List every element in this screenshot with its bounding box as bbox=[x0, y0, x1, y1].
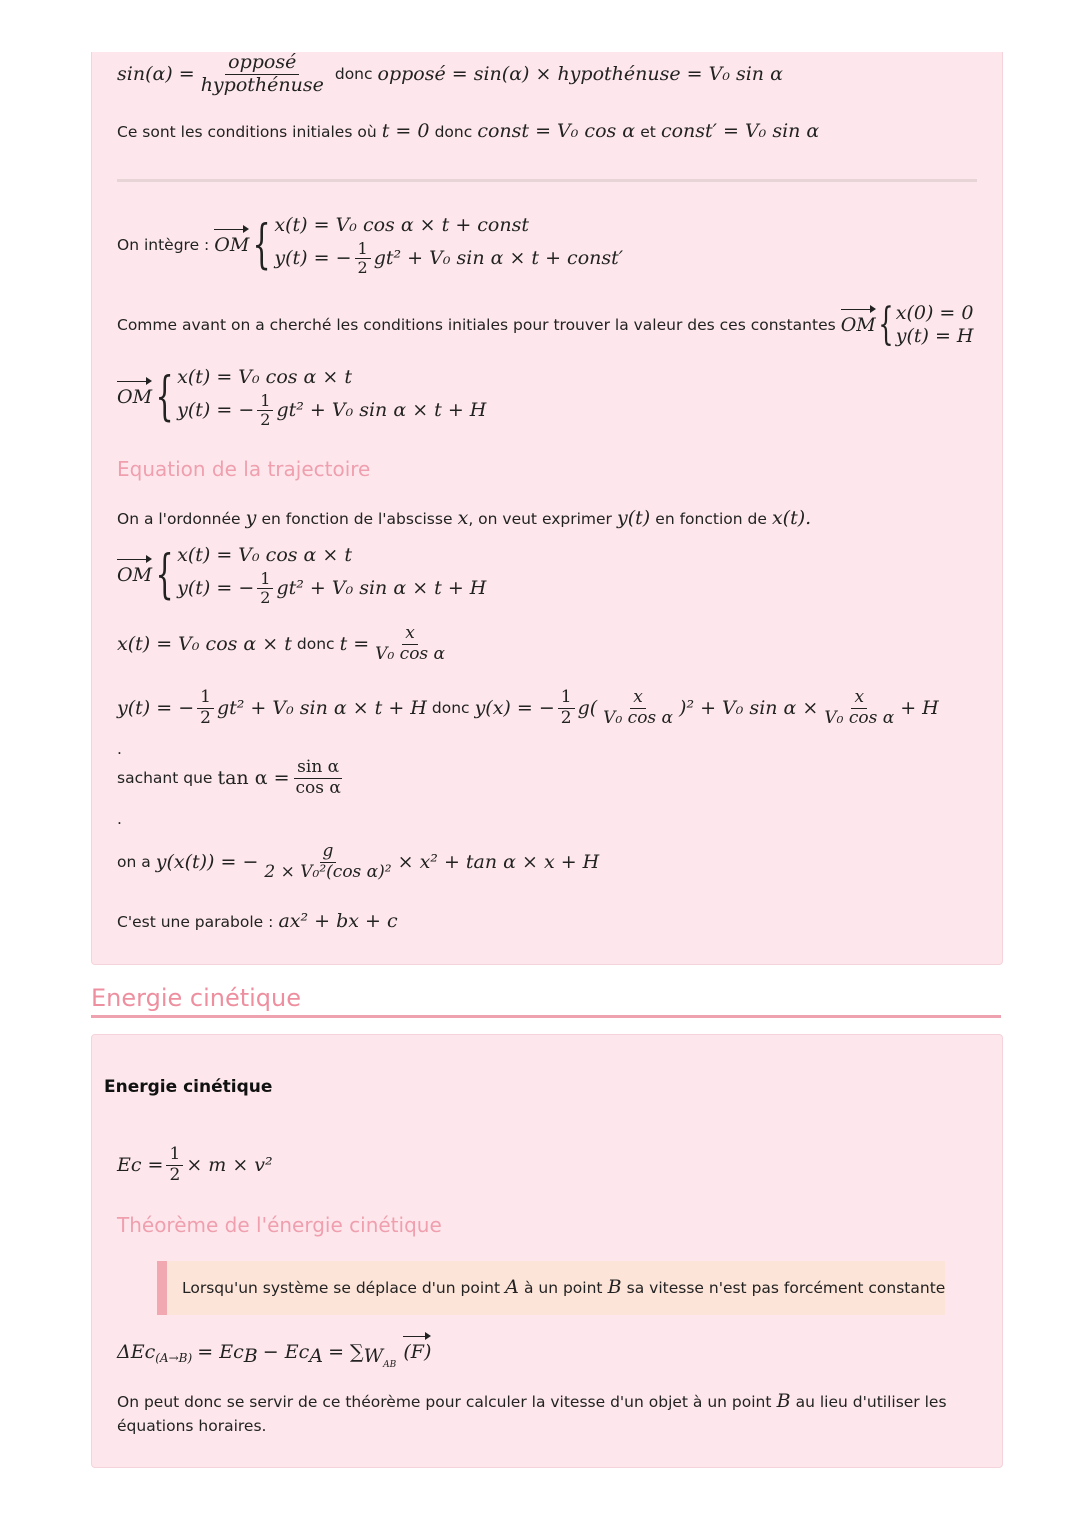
integ-label: On intègre : bbox=[117, 235, 210, 254]
traj-yt: y(t) bbox=[617, 507, 651, 529]
xt-line bbox=[117, 624, 451, 664]
tan-label: tan α = bbox=[217, 767, 290, 790]
xt-t: t = bbox=[339, 633, 370, 656]
delta-W: W bbox=[363, 1345, 384, 1368]
conditions-line bbox=[117, 120, 819, 142]
om-vector: OM bbox=[840, 313, 876, 336]
traj-xt: x(t). bbox=[771, 507, 812, 529]
om2-x: x(t) = V₀ cos α × t bbox=[177, 544, 353, 566]
integ-y bbox=[274, 240, 623, 278]
ona-text: on a bbox=[117, 853, 151, 872]
sin-den: hypothénuse bbox=[200, 73, 324, 96]
xt-donc: donc bbox=[296, 635, 335, 654]
om-vector: OM bbox=[214, 233, 250, 256]
om1-y-post: gt² + V₀ sin α × t + H bbox=[276, 398, 487, 421]
ona-end: × x² + tan α × x + H bbox=[397, 851, 600, 874]
parabole-math: ax² + bx + c bbox=[278, 910, 398, 932]
om-system-2 bbox=[117, 542, 486, 607]
sin-formula bbox=[117, 52, 783, 97]
callout-B: B bbox=[607, 1276, 622, 1298]
callout-text bbox=[182, 1276, 945, 1298]
callout-a: Lorsqu'un système se déplace d'un point bbox=[182, 1279, 501, 1297]
divider bbox=[117, 179, 977, 182]
ona-y: y(x(t)) = − bbox=[155, 851, 259, 874]
delta-B: B bbox=[243, 1345, 258, 1368]
delta-A: A bbox=[309, 1345, 323, 1368]
yx-g: g( bbox=[577, 697, 598, 720]
om-vector: OM bbox=[117, 385, 153, 408]
traj-text-d: en fonction de bbox=[655, 510, 767, 528]
yt-donc: donc bbox=[431, 699, 470, 718]
delta-sub: (A→B) bbox=[155, 1351, 193, 1366]
delta-minus: − Ec bbox=[262, 1341, 310, 1363]
sin-rest: opposé = sin(α) × hypothénuse = V₀ sin α bbox=[377, 63, 783, 86]
om-system-1 bbox=[117, 364, 486, 429]
tan-num: sin α bbox=[294, 758, 342, 779]
left-brace: { bbox=[155, 366, 174, 427]
cond-et: et bbox=[640, 123, 656, 141]
om1-y bbox=[177, 392, 486, 430]
integ-y-post: gt² + V₀ sin α × t + const′ bbox=[373, 246, 624, 269]
yx-num: x bbox=[630, 688, 646, 709]
ec-formula bbox=[117, 1145, 273, 1185]
yx-pre: y(x) = − bbox=[474, 697, 555, 720]
yx-mid: )² + V₀ sin α × bbox=[679, 697, 819, 720]
sachant-text: sachant que bbox=[117, 769, 213, 788]
yx-num2: x bbox=[851, 688, 867, 709]
cond-math3: const′ = V₀ sin α bbox=[660, 120, 820, 142]
section-title: Energie cinétique bbox=[91, 984, 302, 1012]
integ-brace-group bbox=[249, 212, 623, 277]
delta-w-group bbox=[363, 1345, 397, 1370]
parabole-line bbox=[117, 910, 398, 932]
traj-text-c: , on veut exprimer bbox=[468, 510, 612, 528]
om1-y-pre: y(t) = − bbox=[177, 398, 255, 421]
comme-x: x(0) = 0 bbox=[895, 302, 974, 324]
om-vector: OM bbox=[117, 563, 153, 586]
om2-y bbox=[177, 570, 486, 608]
trajectory-heading: Equation de la trajectoire bbox=[117, 457, 371, 481]
om2-y-post: gt² + V₀ sin α × t + H bbox=[276, 576, 487, 599]
callout bbox=[157, 1261, 945, 1315]
cond-donc: donc bbox=[434, 123, 473, 141]
final-B: B bbox=[776, 1390, 791, 1412]
cond-text: Ce sont les conditions initiales où bbox=[117, 123, 377, 141]
left-brace: { bbox=[878, 298, 894, 350]
delta-pre: ΔEc bbox=[117, 1341, 156, 1363]
delta-Wsub: AB bbox=[383, 1359, 397, 1370]
yx-end: + H bbox=[900, 697, 939, 720]
frac-two: 2 bbox=[260, 587, 271, 607]
yt-mid: gt² + V₀ sin α × t + H bbox=[216, 697, 427, 720]
parabole-text: C'est une parabole : bbox=[117, 913, 274, 931]
frac-one: 1 bbox=[257, 570, 273, 589]
sin-label: sin(α) = bbox=[117, 63, 195, 86]
callout-b: à un point bbox=[523, 1279, 603, 1297]
sin-fraction bbox=[198, 52, 327, 97]
card-title: Energie cinétique bbox=[104, 1077, 273, 1097]
traj-y: y bbox=[245, 507, 257, 529]
cond-math1: t = 0 bbox=[381, 120, 430, 142]
cond-math2: const = V₀ cos α bbox=[477, 120, 636, 142]
om2-y-pre: y(t) = − bbox=[177, 576, 255, 599]
traj-x: x bbox=[457, 507, 469, 529]
comme-text: Comme avant on a cherché les conditions initiales pour trouver la valeur des ces constantes bbox=[117, 315, 836, 334]
yt-line bbox=[117, 688, 939, 728]
frac-one: 1 bbox=[558, 688, 575, 709]
trajectory-intro bbox=[117, 507, 811, 529]
delta-eq: = ∑ bbox=[328, 1341, 364, 1363]
xt-den: V₀ cos α bbox=[375, 643, 446, 664]
tan-line bbox=[117, 758, 347, 798]
xt-eq: x(t) = V₀ cos α × t bbox=[117, 633, 292, 656]
delta-ec-formula bbox=[117, 1341, 431, 1370]
integ-y-pre: y(t) = − bbox=[274, 246, 352, 269]
frac-two: 2 bbox=[260, 409, 271, 429]
integrate-system bbox=[117, 212, 623, 277]
dot-marker: . bbox=[117, 810, 122, 828]
ona-den: 2 × V₀²(cos α)² bbox=[264, 861, 392, 882]
xt-num: x bbox=[402, 624, 418, 645]
final-eq-line bbox=[117, 842, 599, 882]
frac-two: 2 bbox=[200, 707, 211, 728]
traj-text-b: en fonction de l'abscisse bbox=[261, 510, 453, 528]
tan-den: cos α bbox=[295, 777, 341, 798]
frac-one: 1 bbox=[257, 392, 273, 411]
final-a: On peut donc se servir de ce théorème pour calculer la vitesse d'un objet à un point bbox=[117, 1393, 772, 1411]
comme-line bbox=[117, 298, 974, 350]
frac-one: 1 bbox=[166, 1145, 183, 1166]
frac-one: 1 bbox=[197, 688, 214, 709]
callout-A: A bbox=[505, 1276, 519, 1298]
frac-two: 2 bbox=[169, 1164, 181, 1185]
sin-num: opposé bbox=[225, 52, 299, 75]
comme-y: y(t) = H bbox=[895, 324, 974, 347]
frac-one: 1 bbox=[355, 240, 371, 259]
energy-card bbox=[91, 1034, 1003, 1468]
left-brace: { bbox=[252, 214, 271, 275]
traj-text-a: On a l'ordonnée bbox=[117, 510, 241, 528]
force-vector: (F) bbox=[403, 1341, 432, 1363]
dot-marker: . bbox=[117, 740, 122, 758]
final-b: au lieu d'utiliser les équations horaires. bbox=[117, 1393, 947, 1435]
delta-mid: = Ec bbox=[197, 1341, 244, 1363]
yt-pre: y(t) = − bbox=[117, 697, 195, 720]
theorem-heading: Théorème de l'énergie cinétique bbox=[117, 1213, 442, 1237]
frac-two: 2 bbox=[560, 707, 572, 728]
ona-num: g bbox=[320, 842, 337, 863]
left-brace: { bbox=[155, 544, 174, 605]
sin-donc: donc bbox=[334, 65, 373, 84]
yx-den: V₀ cos α bbox=[603, 707, 674, 728]
ec-pre: Ec = bbox=[117, 1154, 164, 1177]
final-paragraph bbox=[117, 1389, 982, 1438]
ec-post: × m × v² bbox=[186, 1154, 273, 1177]
frac-two: 2 bbox=[357, 257, 368, 277]
section-underline bbox=[91, 1015, 1001, 1018]
om1-x: x(t) = V₀ cos α × t bbox=[177, 366, 353, 388]
callout-c: sa vitesse n'est pas forcément constante bbox=[626, 1279, 946, 1297]
trajectory-card bbox=[91, 52, 1003, 965]
integ-x: x(t) = V₀ cos α × t + const bbox=[274, 214, 529, 236]
yx-den2: V₀ cos α bbox=[824, 707, 895, 728]
